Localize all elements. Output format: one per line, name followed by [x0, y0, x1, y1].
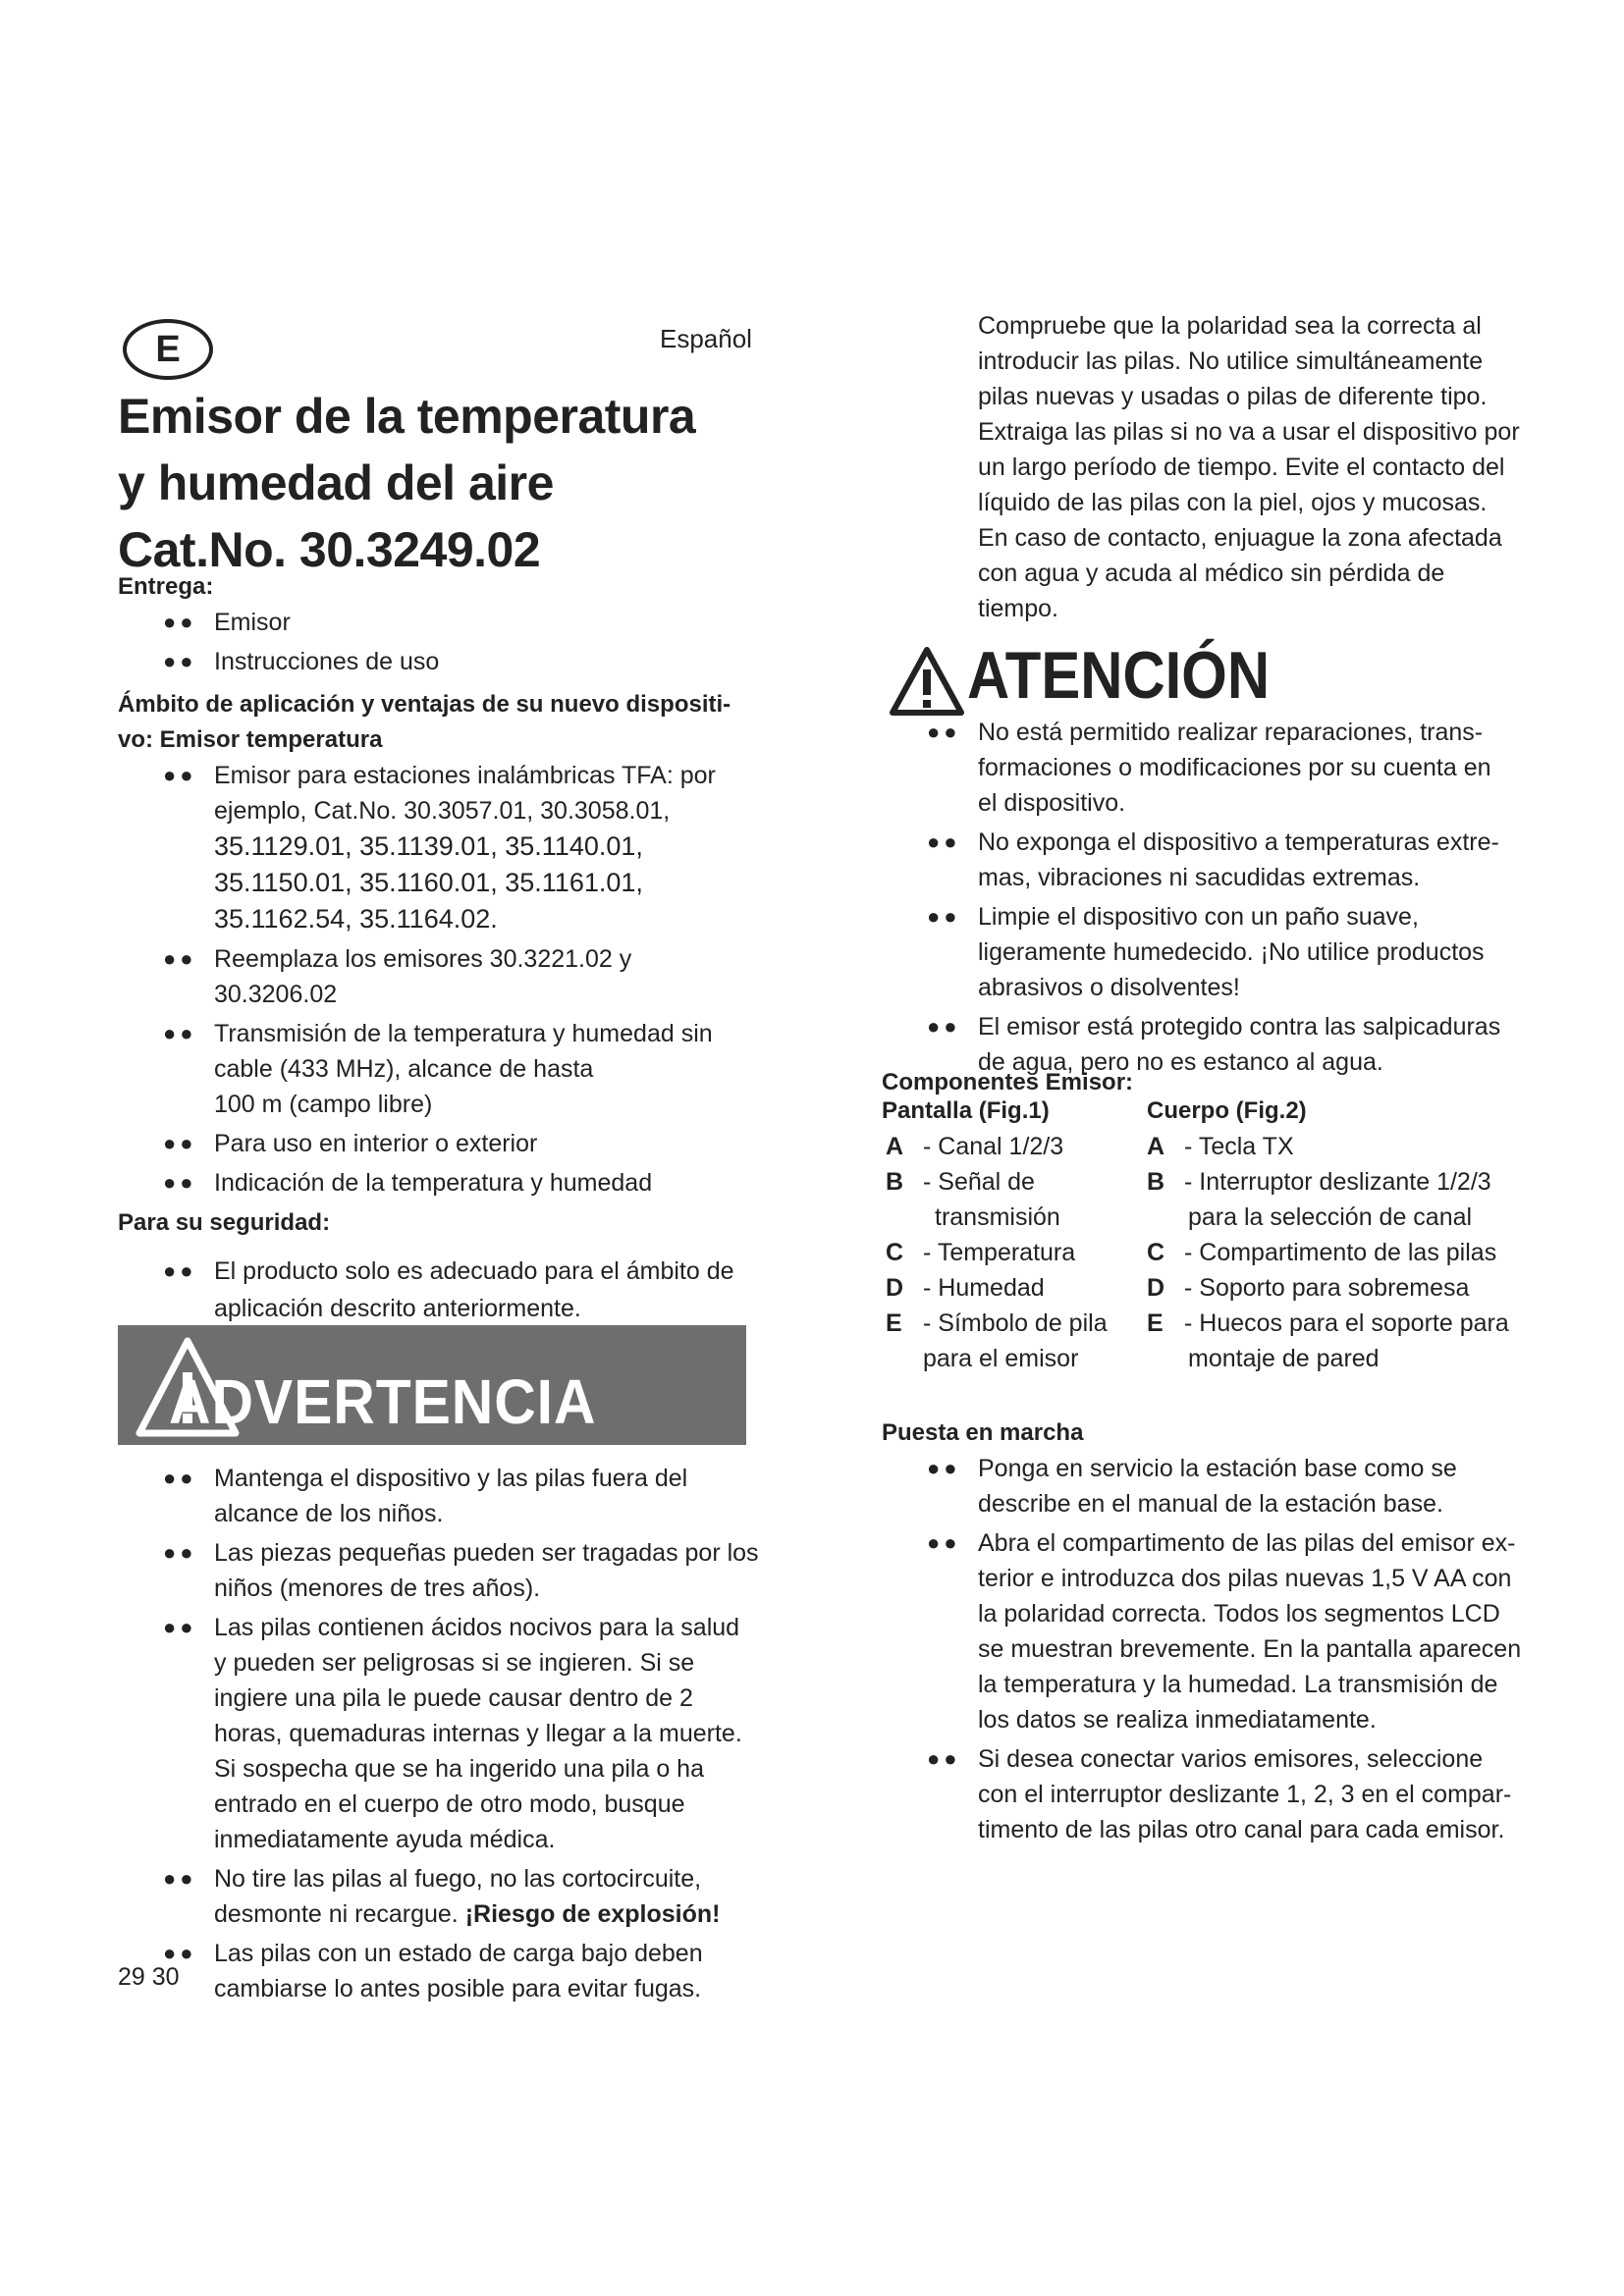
warning-triangle-icon: [889, 646, 965, 717]
list-item: A - Tecla TX: [1147, 1133, 1294, 1160]
atencion-list: [882, 715, 1530, 1084]
bullet-icon: ●●: [163, 1131, 197, 1155]
battery-intro: Compruebe que la polaridad sea la correcta al introducir las pilas. No utilice simultáneamente pilas nuevas y usadas o pilas de diferente tipo. Extraiga las pilas si no va a usar el dispositivo por un largo período de tiempo. Evite el contacto del líquido de las pilas con la piel, ojos y mucosas. En caso de contacto, enjuague la zona afectada con agua y acuda al médico sin pérdida de tiempo.: [978, 312, 1520, 622]
bullet-icon: ●●: [163, 1021, 197, 1045]
list-item: B - Señal de transmisión: [886, 1168, 1060, 1231]
ambito-heading-line-1: Ámbito de aplicación y ventajas de su nuevo dispositi-: [118, 691, 731, 718]
puesta-heading: Puesta en marcha: [882, 1419, 1084, 1446]
entrega-list: [118, 605, 756, 683]
list-item: B - Interruptor deslizante 1/2/3 para la selección de canal: [1147, 1168, 1491, 1231]
list-item: ●● Limpie el dispositivo con un paño suave, ligeramente humedecido. ¡No utilice productos abrasivos o disolventes!: [882, 899, 1530, 1005]
bullet-icon: ●●: [927, 1456, 961, 1480]
advertencia-list: [118, 1461, 766, 2010]
list-item: ●● Las piezas pequeñas pueden ser tragadas por los niños (menores de tres años).: [118, 1535, 766, 1606]
list-item: ●● Emisor para estaciones inalámbricas TFA: por ejemplo, Cat.No. 30.3057.01, 30.3058.01, 35.1129.01, 35.1139.01, 35.1140.01, 35.1150.01, 35.1160.01, 35.1161.01, 35.1162.54, 35.1164.02.: [118, 758, 766, 937]
attention-title: ATENCIÓN: [967, 638, 1271, 713]
ambito-heading: [118, 687, 766, 758]
list-item: ●● Ponga en servicio la estación base como se describe en el manual de la estación base.: [882, 1451, 1540, 1522]
bullet-icon: ●●: [927, 1530, 961, 1555]
title-line-2: y humedad del aire: [118, 455, 554, 510]
bullet-icon: ●●: [163, 1615, 197, 1639]
cuerpo-heading: Cuerpo (Fig.2): [1147, 1097, 1307, 1124]
list-item: ●● Para uso en interior o exterior: [118, 1126, 766, 1161]
bullet-icon: ●●: [163, 763, 197, 787]
bullet-icon: ●●: [163, 649, 197, 673]
list-item: ●● Reemplaza los emisores 30.3221.02 y 30.3206.02: [118, 941, 766, 1012]
list-item: E - Símbolo de pila para el emisor: [886, 1309, 1108, 1372]
list-item: ●● No está permitido realizar reparaciones, trans- formaciones o modificaciones por su cuenta en el dispositivo.: [882, 715, 1530, 821]
warning-title: ADVERTENCIA: [169, 1366, 597, 1437]
seguridad-list: [118, 1253, 766, 1331]
list-item: D - Humedad: [886, 1274, 1045, 1302]
cuerpo-list: [1147, 1129, 1540, 1376]
bullet-icon: ●●: [927, 829, 961, 854]
componentes-heading: Componentes Emisor:: [882, 1069, 1134, 1095]
list-item: ●● Transmisión de la temperatura y humedad sin cable (433 MHz), alcance de hasta 100 m (campo libre): [118, 1016, 766, 1122]
language-label: Español: [660, 324, 752, 353]
bullet-icon: ●●: [927, 1746, 961, 1771]
ambito-heading-line-2: vo: Emisor temperatura: [118, 726, 383, 753]
explosion-risk-text: ¡Riesgo de explosión!: [464, 1900, 721, 1928]
title-line-1: Emisor de la temperatura: [118, 389, 696, 444]
bullet-icon: ●●: [163, 946, 197, 971]
bullet-icon: ●●: [163, 1941, 197, 1965]
bullet-icon: ●●: [927, 720, 961, 744]
list-item: D - Soporto para sobremesa: [1147, 1274, 1470, 1302]
bullet-icon: ●●: [927, 904, 961, 929]
pantalla-heading: Pantalla (Fig.1): [882, 1097, 1050, 1124]
list-item: ●● Las pilas contienen ácidos nocivos para la salud y pueden ser peligrosas si se ingieren. Si se ingiere una pila le puede causar dentro de 2 horas, quemaduras internas y llegar a la muerte. Si sospecha que se ha ingerido una pila o ha entrado en el cuerpo de otro modo, busque inmediatamente ayuda médica.: [118, 1610, 766, 1857]
seguridad-heading: Para su seguridad:: [118, 1209, 331, 1236]
list-item: E - Huecos para el soporte para montaje de pared: [1147, 1309, 1509, 1372]
list-item: ●● El emisor está protegido contra las salpicaduras de agua, pero no es estanco al agua.: [882, 1009, 1530, 1080]
list-item: ●● Si desea conectar varios emisores, seleccione con el interruptor deslizante 1, 2, 3 en el compar- timento de las pilas otro canal para cada emisor.: [882, 1741, 1540, 1847]
country-badge: [123, 319, 213, 380]
pantalla-list: [886, 1129, 1141, 1376]
title-line-3: Cat.No. 30.3249.02: [118, 522, 541, 577]
bullet-icon: ●●: [163, 610, 197, 634]
warning-banner: [118, 1325, 746, 1445]
page-number: 29 30: [118, 1963, 180, 1991]
list-item: ●● Las pilas con un estado de carga bajo deben cambiarse lo antes posible para evitar fugas.: [118, 1936, 766, 2006]
bullet-icon: ●●: [163, 1866, 197, 1891]
list-item: ●● Instrucciones de uso: [118, 644, 756, 679]
bullet-icon: ●●: [163, 1170, 197, 1195]
list-item: ●● No exponga el dispositivo a temperaturas extre- mas, vibraciones ni sacudidas extremas.: [882, 825, 1530, 895]
bullet-icon: ●●: [163, 1540, 197, 1565]
list-item: ●● Indicación de la temperatura y humedad: [118, 1165, 766, 1201]
list-item: ●● Abra el compartimento de las pilas del emisor ex- terior e introduzca dos pilas nuevas 1,5 V AA con la polaridad correcta. Todos los segmentos LCD se muestran brevemente. En la pantalla aparecen la temperatura y la humedad. La transmisión de los datos se realiza inmediatamente.: [882, 1525, 1540, 1737]
ambito-list: [118, 758, 766, 1204]
bullet-icon: ●●: [927, 1014, 961, 1039]
list-item: A - Canal 1/2/3: [886, 1133, 1064, 1160]
bullet-icon: ●●: [163, 1258, 197, 1283]
list-item: C - Temperatura: [886, 1239, 1076, 1266]
entrega-heading: Entrega:: [118, 573, 214, 600]
bullet-icon: ●●: [163, 1466, 197, 1490]
puesta-list: [882, 1451, 1540, 1851]
list-item: C - Compartimento de las pilas: [1147, 1239, 1497, 1266]
list-item: ●● No tire las pilas al fuego, no las cortocircuite, desmonte ni recargue. ¡Riesgo de explosión!: [118, 1861, 766, 1932]
list-item: ●● Mantenga el dispositivo y las pilas fuera del alcance de los niños.: [118, 1461, 766, 1531]
country-badge-letter: E: [155, 328, 181, 370]
list-item: ●● El producto solo es adecuado para el ámbito de aplicación descrito anteriormente.: [118, 1253, 766, 1327]
page-title: [118, 383, 746, 583]
list-item: ●● Emisor: [118, 605, 756, 640]
